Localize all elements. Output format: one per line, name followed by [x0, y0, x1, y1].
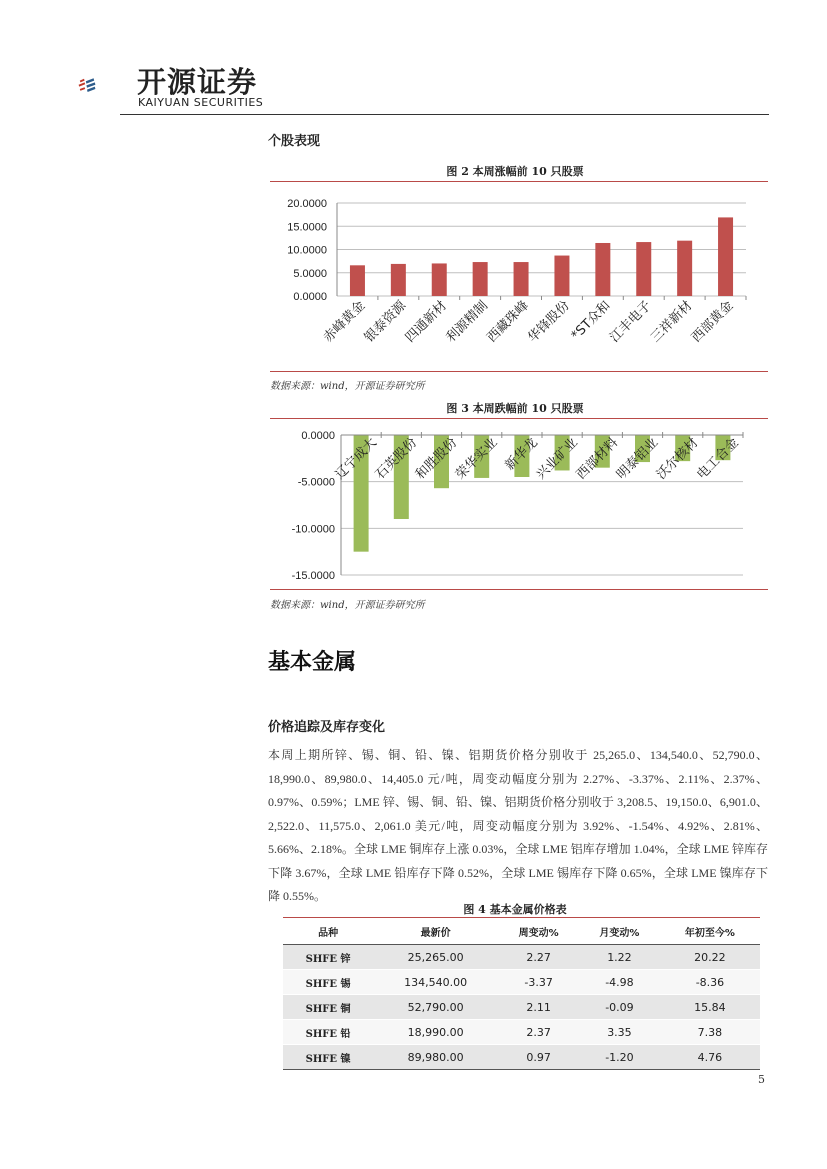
x-tick-label: 荣华实业 — [453, 435, 501, 483]
figure-3-bottom-rule — [270, 589, 768, 590]
x-tick-label: 西部黄金 — [688, 298, 737, 346]
page-number: 5 — [758, 1073, 765, 1086]
table-header-cell: 最新价 — [373, 918, 498, 945]
figure-3-source: 数据来源：wind，开源证券研究所 — [270, 600, 425, 611]
x-tick-label: 四通新材 — [402, 298, 451, 346]
table-cell: 20.22 — [660, 945, 760, 970]
bar — [514, 262, 529, 296]
table-cell: 25,265.00 — [373, 945, 498, 970]
x-tick-label: *ST众和 — [568, 298, 614, 344]
table-cell: SHFE 锡 — [283, 970, 373, 995]
table-cell: 0.97 — [498, 1045, 579, 1070]
table-row — [283, 970, 760, 995]
company-name-cn: 开源证券 — [137, 65, 258, 99]
table-row — [283, 945, 760, 970]
table-cell: 1.22 — [579, 945, 660, 970]
table-cell: 2.27 — [498, 945, 579, 970]
x-tick-label: 西藏珠峰 — [484, 298, 532, 346]
x-tick-label: 江丰电子 — [607, 298, 655, 346]
table-row — [283, 995, 760, 1020]
y-tick-label: 20.0000 — [287, 198, 327, 210]
table-cell: 7.38 — [660, 1020, 760, 1045]
x-tick-label: 兴业矿业 — [533, 435, 581, 483]
y-tick-label: 10.0000 — [287, 244, 327, 257]
table-row — [283, 1020, 760, 1045]
x-tick-label: 赤峰黄金 — [320, 298, 369, 346]
bar — [473, 262, 488, 296]
table-cell: 15.84 — [660, 995, 760, 1020]
table-cell: SHFE 铜 — [283, 995, 373, 1020]
table-cell: 3.35 — [579, 1020, 660, 1045]
table-header-cell: 周变动% — [498, 918, 579, 945]
x-tick-label: 辽宁成大 — [332, 435, 380, 483]
table-header-cell: 月变动% — [579, 918, 660, 945]
figure-2-title: 图 2 本周涨幅前 10 只股票 — [446, 165, 584, 178]
bar — [554, 256, 569, 296]
y-tick-label: 0.0000 — [293, 291, 327, 303]
table-cell: 18,990.00 — [373, 1020, 498, 1045]
table-cell: 4.76 — [660, 1045, 760, 1070]
bar — [350, 265, 365, 296]
section-title-base-metals: 基本金属 — [268, 649, 357, 675]
y-tick-label: 15.0000 — [287, 221, 327, 234]
y-tick-label: -15.0000 — [291, 570, 335, 582]
section-title-stock-performance: 个股表现 — [268, 134, 321, 149]
table-cell: -1.20 — [579, 1045, 660, 1070]
x-tick-label: 石英股份 — [372, 435, 421, 483]
table-cell: -0.09 — [579, 995, 660, 1020]
x-tick-label: 三祥新材 — [648, 298, 696, 346]
bar — [432, 263, 447, 296]
figure-2-bar-chart — [270, 185, 768, 370]
table-cell: -8.36 — [660, 970, 760, 995]
y-tick-label: 5.0000 — [293, 267, 327, 280]
table-cell: SHFE 镍 — [283, 1045, 373, 1070]
company-logo — [78, 60, 138, 112]
x-tick-label: 新华龙 — [502, 435, 541, 474]
x-tick-label: 银泰资源 — [361, 298, 410, 346]
figure-3-top-rule — [270, 418, 768, 419]
price-paragraph: 本周上期所锌、锡、铜、铅、镍、铝期货价格分别收于 25,265.0、134,540.0、52,790.0、18,990.0、89,980.0、14,405.0 元/吨，周变动幅度分别为 2.27%、-3.37%、2.11%、2.37%、0.97%、0.59%；LME 锌、锡、铜、铅、镍、铝期货价格分别收于 3,208.5、19,150.0、6,901.0、2,522.0、11,575.0、2,061.0 美元/吨，周变动幅度分别为 3.92%、-1.54%、4.92%、2.81%、5.66%、2.18%。全球 LME 铜库存上涨 0.03%，全球 LME 铝库存增加 1.04%，全球 LME 锌库存下降 3.67%，全球 LME 铅库存下降 0.52%，全球 LME 锡库存下降 0.65%，全球 LME 镍库存下降 0.55%。 — [268, 748, 768, 903]
base-metal-price-table — [283, 918, 760, 1070]
table-cell: 134,540.00 — [373, 970, 498, 995]
header-divider — [120, 114, 769, 115]
table-cell: 89,980.00 — [373, 1045, 498, 1070]
x-tick-label: 利源精制 — [443, 298, 491, 346]
section-title-price-tracking: 价格追踪及库存变化 — [268, 720, 386, 735]
company-name-en: KAIYUAN SECURITIES — [138, 96, 264, 109]
figure-2-top-rule — [270, 181, 768, 182]
table-header-cell: 年初至今% — [660, 918, 760, 945]
figure-2-bottom-rule — [270, 371, 768, 372]
table-row — [283, 1045, 760, 1070]
bar — [677, 241, 692, 296]
y-tick-label: -5.0000 — [297, 476, 335, 489]
table-header-row — [283, 918, 760, 945]
table-4-title: 图 4 基本金属价格表 — [463, 903, 567, 916]
y-tick-label: 0.0000 — [301, 430, 335, 442]
bar — [718, 217, 733, 296]
table-cell: SHFE 锌 — [283, 945, 373, 970]
x-tick-label: 电工合金 — [694, 435, 742, 483]
x-tick-label: 沃尔核材 — [654, 435, 702, 483]
bar — [595, 243, 610, 296]
table-cell: 2.37 — [498, 1020, 579, 1045]
table-cell: -4.98 — [579, 970, 660, 995]
y-tick-label: -10.0000 — [291, 523, 335, 536]
x-tick-label: 明泰铝业 — [613, 435, 662, 483]
figure-2-source: 数据来源：wind，开源证券研究所 — [270, 381, 425, 392]
bar — [391, 264, 406, 296]
table-cell: 2.11 — [498, 995, 579, 1020]
x-tick-label: 华锋股份 — [525, 298, 573, 346]
figure-3-title: 图 3 本周跌幅前 10 只股票 — [446, 402, 584, 415]
bar — [636, 242, 651, 296]
x-tick-label: 和胜股份 — [412, 435, 461, 483]
x-tick-label: 西部材料 — [573, 435, 622, 483]
table-cell: 52,790.00 — [373, 995, 498, 1020]
table-header-cell: 品种 — [283, 918, 373, 945]
table-cell: SHFE 铅 — [283, 1020, 373, 1045]
table-cell: -3.37 — [498, 970, 579, 995]
figure-3-bar-chart — [270, 420, 768, 588]
